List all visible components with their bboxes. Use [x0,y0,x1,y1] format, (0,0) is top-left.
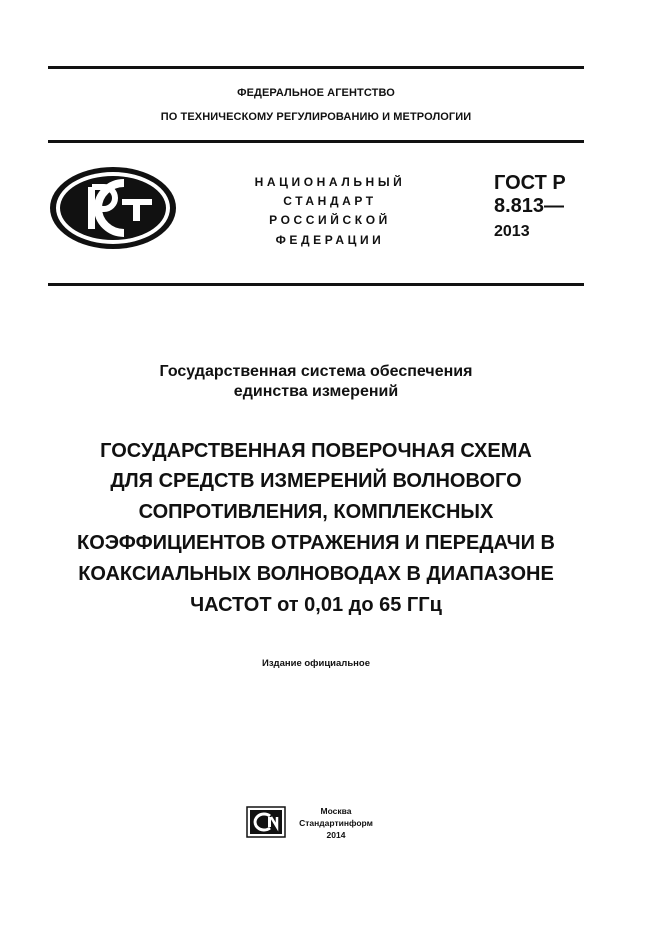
national-standard-line-4: ФЕДЕРАЦИИ [275,233,385,247]
document-title-line-5: КОАКСИАЛЬНЫХ ВОЛНОВОДАХ В ДИАПАЗОНЕ [78,563,554,585]
national-standard-line-3: РОССИЙСКОЙ [269,213,391,227]
edition-label: Издание официальное [262,658,370,669]
gost-r-emblem-icon [48,165,178,251]
document-title-line-4: КОЭФФИЦИЕНТОВ ОТРАЖЕНИЯ И ПЕРЕДАЧИ В [77,532,555,554]
document-title-line-6: ЧАСТОТ от 0,01 до 65 ГГц [190,594,442,616]
document-title-line-3: СОПРОТИВЛЕНИЯ, КОМПЛЕКСНЫХ [138,501,494,523]
header-rule [48,140,584,143]
document-title-line-1: ГОСУДАРСТВЕННАЯ ПОВЕРОЧНАЯ СХЕМА [100,440,532,462]
gost-designation [494,172,566,218]
gost-code-line-1: ГОСТ Р [494,172,566,194]
series-title-line-2: единства измерений [233,383,399,400]
agency-name-line-1: ФЕДЕРАЛЬНОЕ АГЕНТСТВО [237,87,395,99]
standartinform-logo-icon [246,806,286,838]
gost-year: 2013 [494,223,530,240]
gost-code-line-2: 8.813— [494,195,565,217]
publisher-year: 2014 [326,830,346,840]
standard-block-rule [48,283,584,286]
series-title-line-1: Государственная система обеспечения [159,363,473,380]
document-title-line-2: ДЛЯ СРЕДСТВ ИЗМЕРЕНИЙ ВОЛНОВОГО [110,470,522,492]
agency-name-line-2: ПО ТЕХНИЧЕСКОМУ РЕГУЛИРОВАНИЮ И МЕТРОЛОГИИ [160,111,472,123]
publisher-city: Москва [320,806,352,816]
national-standard-line-2: СТАНДАРТ [283,194,377,208]
top-rule [48,66,584,69]
publisher-name: Стандартинформ [299,818,373,828]
national-standard-line-1: НАЦИОНАЛЬНЫЙ [254,175,406,189]
